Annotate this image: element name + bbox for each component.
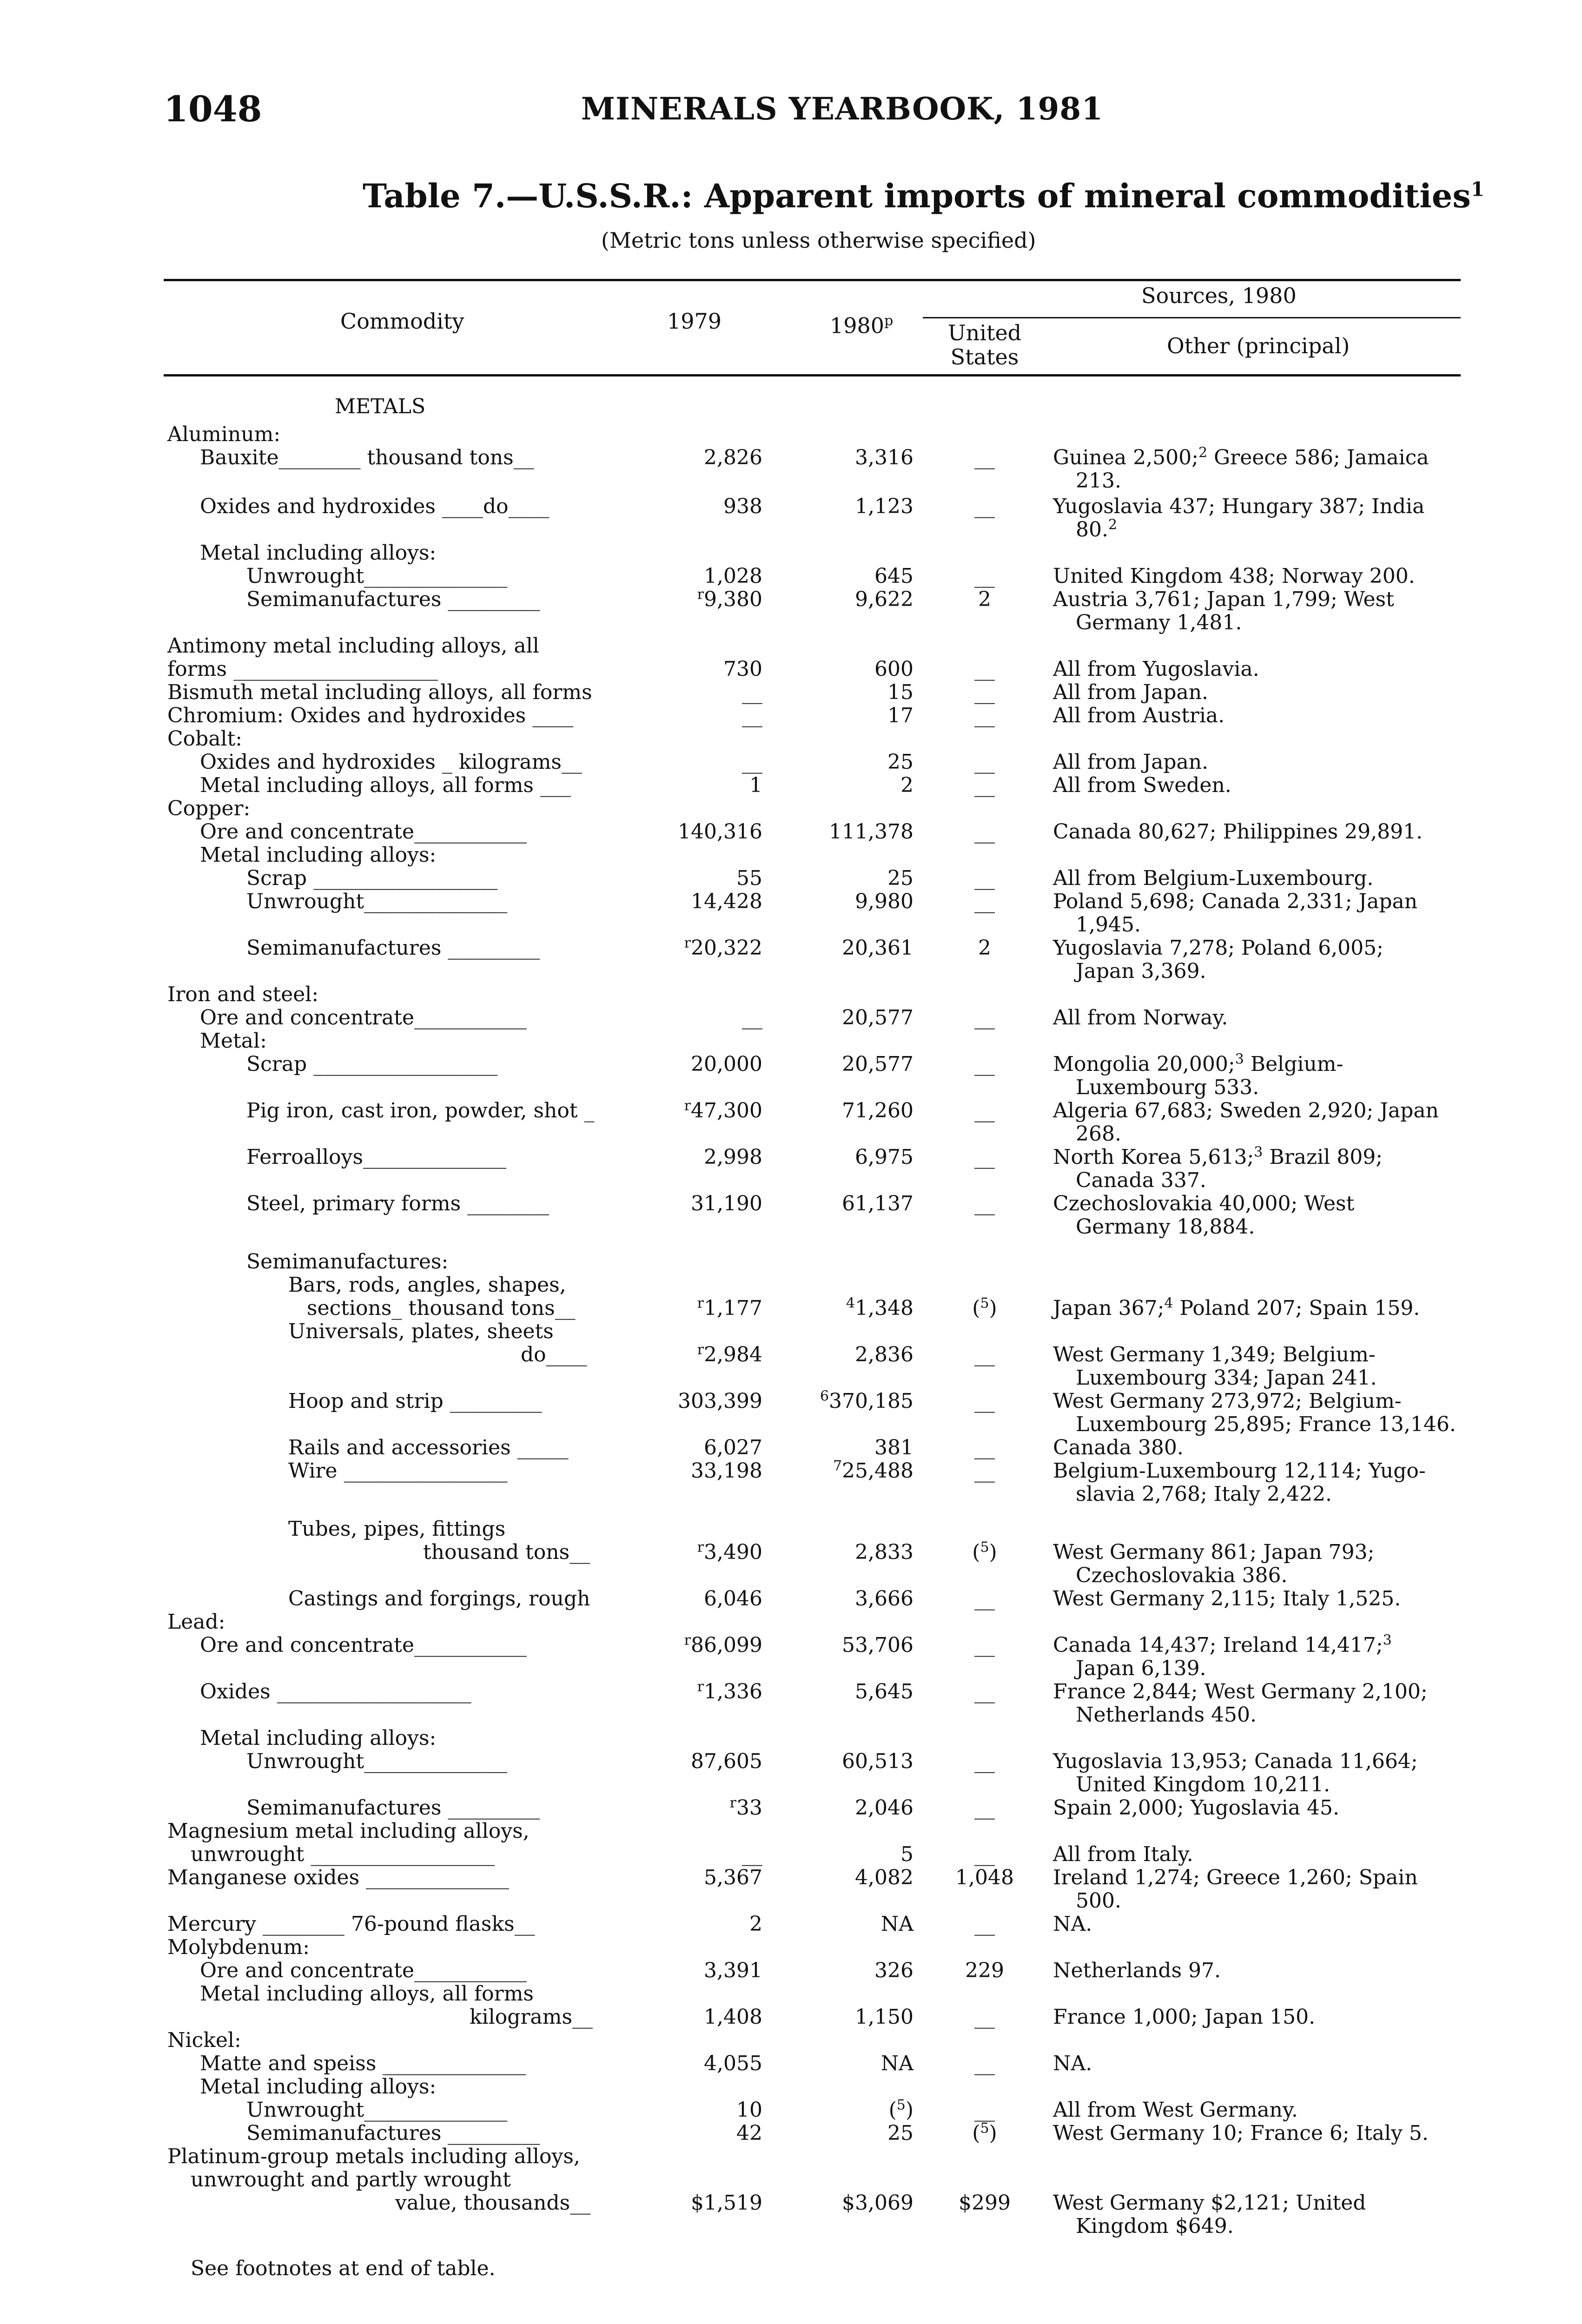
cell-1980: 17 [887, 704, 913, 727]
cell-1979: 1 [749, 773, 762, 797]
cell-1979: 87,605 [691, 1750, 762, 1773]
row-label: do____ [521, 1343, 587, 1367]
cell-united-states: __ [974, 1192, 995, 1215]
row-label: unwrought __________________ [191, 1842, 495, 1866]
cell-other: All from Norway. [1053, 1006, 1228, 1030]
footnote-ref: 5 [980, 1295, 989, 1312]
cell-1980: 9,980 [855, 890, 913, 913]
cell-other: France 2,844; West Germany 2,100; [1053, 1680, 1428, 1703]
cell-other: Yugoslavia 7,278; Poland 6,005; [1053, 936, 1383, 960]
cell-other: All from Yugoslavia. [1053, 657, 1259, 681]
row-label: Manganese oxides ______________ [167, 1866, 510, 1889]
footnote-ref: r [684, 1632, 691, 1649]
cell-other: Poland 5,698; Canada 2,331; Japan [1053, 890, 1418, 913]
cell-other-continued: Luxembourg 533. [1076, 1076, 1259, 1099]
cell-1980: 71,260 [842, 1099, 913, 1122]
row-label: Metal including alloys, all forms [200, 1982, 534, 2006]
cell-1979: $^r$33 [729, 1795, 762, 1820]
cell-united-states: __ [974, 1099, 995, 1122]
footnote-ref: 2 [1108, 516, 1118, 533]
row-label: Ore and concentrate___________ [200, 1633, 527, 1657]
row-label: Magnesium metal including alloys, [167, 1819, 530, 1843]
cell-united-states: __ [974, 1145, 995, 1169]
footnote-ref: 4 [846, 1295, 855, 1312]
cell-other-continued: Kingdom $649. [1076, 2214, 1234, 2238]
cell-other: All from Japan. [1053, 680, 1209, 704]
row-label: kilograms__ [470, 2005, 593, 2029]
row-label: Semimanufactures _________ [246, 936, 540, 960]
footnote-ref: r [697, 1341, 704, 1358]
cell-1980: 3,316 [855, 446, 913, 469]
row-label: Bauxite________ thousand tons__ [200, 446, 534, 469]
row-label: Metal including alloys: [200, 541, 437, 565]
cell-1979: 42 [736, 2121, 762, 2145]
cell-other: West Germany 10; France 6; Italy 5. [1053, 2121, 1429, 2145]
col-header-commodity: Commodity [340, 309, 464, 334]
cell-united-states: 2 [978, 936, 991, 960]
cell-other-continued: Japan 6,139. [1076, 1657, 1206, 1680]
footnote-ref: 4 [1164, 1295, 1173, 1312]
row-label: thousand tons__ [423, 1540, 590, 1564]
cell-1980: 20,577 [842, 1006, 913, 1030]
row-label: Chromium: Oxides and hydroxides ____ [167, 704, 574, 727]
cell-united-states: __ [974, 657, 995, 681]
cell-other: Spain 2,000; Yugoslavia 45. [1053, 1796, 1339, 1820]
footnote-ref: 5 [980, 1539, 989, 1556]
cell-other: Belgium-Luxembourg 12,114; Yugo- [1053, 1459, 1426, 1483]
col-header-1979: 1979 [667, 309, 722, 334]
cell-1979: 10 [736, 2098, 762, 2122]
cell-united-states: __ [974, 1006, 995, 1030]
cell-united-states: __ [974, 1633, 995, 1657]
running-title: MINERALS YEARBOOK, 1981 [581, 91, 1104, 127]
col-header-other: Other (principal) [1167, 333, 1350, 358]
row-label: Semimanufactures: [246, 1250, 449, 1274]
row-label: Ore and concentrate___________ [200, 820, 527, 844]
cell-1979: $1,519 [691, 2191, 762, 2215]
cell-1980: 25 [887, 750, 913, 774]
row-label: Scrap __________________ [246, 1052, 498, 1076]
cell-united-states: __ [974, 495, 995, 518]
footnote-ref: 5 [980, 2120, 989, 2137]
footnote-ref: 3 [1235, 1051, 1244, 1068]
cell-1980: 2,833 [855, 1540, 913, 1564]
cell-1979: 730 [723, 657, 762, 681]
footnote-ref: r [684, 935, 691, 951]
row-label: Bismuth metal including alloys, all forms [167, 680, 592, 704]
cell-united-states: __ [974, 1389, 995, 1413]
cell-united-states: ($^5$) [972, 2120, 997, 2145]
footnote-ref: 2 [1198, 444, 1208, 461]
cell-1980: 2,836 [855, 1343, 913, 1367]
row-label: Antimony metal including alloys, all [167, 634, 539, 658]
cell-united-states: __ [974, 1436, 995, 1459]
cell-1980: 5 [900, 1842, 913, 1866]
cell-other-continued: 500. [1076, 1889, 1121, 1913]
cell-united-states: __ [974, 2098, 995, 2122]
cell-other: Canada 14,437; Ireland 14,417;$^3$ [1053, 1632, 1392, 1657]
cell-1979: 31,190 [691, 1192, 762, 1215]
cell-united-states: $299 [959, 2191, 1011, 2215]
footnote-ref: 3 [1254, 1144, 1263, 1161]
cell-1979: 1,408 [704, 2005, 762, 2029]
cell-1980: 381 [874, 1436, 913, 1459]
col-header-1980-sup: p [884, 313, 894, 329]
footnote-note: See footnotes at end of table. [191, 2257, 496, 2280]
cell-other: Guinea 2,500;$^2$ Greece 586; Jamaica [1053, 444, 1429, 469]
row-label: METALS [335, 395, 426, 418]
cell-1979: __ [742, 750, 762, 774]
row-label: Iron and steel: [167, 983, 319, 1006]
cell-1979: 14,428 [691, 890, 762, 913]
cell-1979: 3,391 [704, 1959, 762, 1982]
page-number: 1048 [164, 88, 262, 130]
cell-other-continued: Germany 1,481. [1076, 611, 1242, 634]
cell-1980: 2 [900, 773, 913, 797]
row-label: Matte and speiss ______________ [200, 2052, 526, 2075]
cell-other-continued: slavia 2,768; Italy 2,422. [1076, 1482, 1332, 1506]
row-label: Metal: [200, 1029, 267, 1053]
cell-1979: 303,399 [678, 1389, 762, 1413]
cell-other: Canada 380. [1053, 1436, 1184, 1459]
cell-united-states: __ [974, 2052, 995, 2075]
cell-1980: 15 [887, 680, 913, 704]
cell-united-states: __ [974, 446, 995, 469]
cell-1980: 20,577 [842, 1052, 913, 1076]
cell-1979: 2 [749, 1912, 762, 1936]
cell-other: All from Japan. [1053, 750, 1209, 774]
cell-other: Japan 367;$^4$ Poland 207; Spain 159. [1053, 1295, 1420, 1320]
cell-united-states: ($^5$) [972, 1295, 997, 1320]
cell-other-continued: 80.$^2$ [1076, 516, 1118, 541]
cell-other: Algeria 67,683; Sweden 2,920; Japan [1053, 1099, 1439, 1122]
cell-united-states: __ [974, 820, 995, 844]
row-label: Metal including alloys, all forms ___ [200, 773, 571, 797]
cell-united-states: __ [974, 2005, 995, 2029]
row-label: Aluminum: [167, 423, 281, 446]
footnote-ref: 7 [833, 1458, 842, 1474]
cell-1980: 25 [887, 866, 913, 890]
cell-united-states: __ [974, 564, 995, 588]
footnote-ref: 6 [820, 1388, 829, 1405]
cell-1979: 4,055 [704, 2052, 762, 2075]
row-label: Oxides and hydroxides _ kilograms__ [200, 750, 582, 774]
cell-1980: NA [880, 2052, 913, 2075]
cell-1979: $^r$9,380 [697, 586, 762, 611]
row-label: Wire ________________ [288, 1459, 508, 1483]
cell-1980: 53,706 [842, 1633, 913, 1657]
cell-1980: 326 [874, 1959, 913, 1982]
cell-other: Netherlands 97. [1053, 1959, 1221, 1982]
cell-other: United Kingdom 438; Norway 200. [1053, 564, 1415, 588]
row-label: Copper: [167, 797, 251, 820]
cell-1979: $^r$20,322 [684, 935, 762, 960]
cell-1980: 111,378 [829, 820, 913, 844]
cell-united-states: 229 [965, 1959, 1004, 1982]
cell-other: Yugoslavia 13,953; Canada 11,664; [1053, 1750, 1418, 1773]
cell-1979: 2,998 [704, 1145, 762, 1169]
row-label: Pig iron, cast iron, powder, shot _ [246, 1099, 595, 1122]
cell-1979: 33,198 [691, 1459, 762, 1483]
cell-1979: 20,000 [691, 1052, 762, 1076]
cell-other: All from West Germany. [1053, 2098, 1298, 2122]
row-label: Lead: [167, 1610, 225, 1634]
row-label: Rails and accessories _____ [288, 1436, 569, 1459]
row-label: Metal including alloys: [200, 843, 437, 867]
row-label: Ore and concentrate___________ [200, 1006, 527, 1030]
cell-united-states: __ [974, 1796, 995, 1820]
cell-united-states: __ [974, 1680, 995, 1703]
table-title-footnote: 1 [1470, 178, 1484, 201]
col-header-sources: Sources, 1980 [1141, 283, 1297, 308]
cell-1980: 4,082 [855, 1866, 913, 1889]
cell-1979: 5,367 [704, 1866, 762, 1889]
row-label: Semimanufactures _________ [246, 588, 540, 611]
row-label: Ferroalloys______________ [246, 1145, 507, 1169]
cell-united-states: ($^5$) [972, 1539, 997, 1564]
cell-other: Ireland 1,274; Greece 1,260; Spain [1053, 1866, 1418, 1889]
cell-other: All from Belgium-Luxembourg. [1053, 866, 1374, 890]
cell-1980: 1,150 [855, 2005, 913, 2029]
footnote-ref: 5 [896, 2097, 906, 2113]
cell-1980: 9,622 [855, 588, 913, 611]
footnote-ref: r [697, 1539, 704, 1556]
cell-1979: __ [742, 680, 762, 704]
row-label: Mercury ________ 76-pound flasks__ [167, 1912, 535, 1936]
row-label: Platinum-group metals including alloys, [167, 2145, 580, 2168]
cell-other: West Germany 861; Japan 793; [1053, 1540, 1375, 1564]
table-title-text: Table 7.—U.S.S.R.: Apparent imports of mineral commodities [363, 177, 1471, 215]
cell-other: Mongolia 20,000;$^3$ Belgium- [1053, 1051, 1344, 1076]
row-label: Scrap __________________ [246, 866, 498, 890]
cell-1979: __ [742, 704, 762, 727]
row-label: Unwrought______________ [246, 564, 508, 588]
row-label: Castings and forgings, rough [288, 1587, 590, 1611]
col-header-united-states: United States [947, 320, 1022, 370]
cell-1979: $^r$86,099 [684, 1632, 762, 1657]
cell-united-states: __ [974, 1343, 995, 1367]
footnote-ref: r [697, 586, 704, 603]
cell-1980: 645 [874, 564, 913, 588]
cell-other: North Korea 5,613;$^3$ Brazil 809; [1053, 1144, 1383, 1169]
cell-1980: 6,975 [855, 1145, 913, 1169]
footnote-ref: r [684, 1097, 691, 1114]
cell-united-states: 2 [978, 588, 991, 611]
row-label: value, thousands__ [395, 2191, 591, 2215]
cell-1980: $^4$1,348 [846, 1295, 913, 1320]
cell-united-states: __ [974, 1052, 995, 1076]
row-label: Metal including alloys: [200, 1726, 437, 1750]
cell-1979: __ [742, 1006, 762, 1030]
row-label: sections_ thousand tons__ [307, 1296, 576, 1320]
cell-1980: 3,666 [855, 1587, 913, 1611]
cell-united-states: __ [974, 866, 995, 890]
cell-other-continued: Canada 337. [1076, 1169, 1206, 1192]
cell-other: All from Italy. [1053, 1842, 1193, 1866]
row-label: Molybdenum: [167, 1935, 310, 1959]
cell-united-states: __ [974, 1750, 995, 1773]
cell-other: Austria 3,761; Japan 1,799; West [1053, 588, 1394, 611]
cell-united-states: __ [974, 750, 995, 774]
cell-other-continued: Luxembourg 25,895; France 13,146. [1076, 1413, 1456, 1436]
cell-other: Czechoslovakia 40,000; West [1053, 1192, 1355, 1215]
cell-1980: ($^5$) [888, 2097, 913, 2122]
cell-other: West Germany 1,349; Belgium- [1053, 1343, 1376, 1367]
row-label: Tubes, pipes, fittings [288, 1517, 506, 1541]
row-label: Universals, plates, sheets [288, 1320, 554, 1343]
cell-united-states: __ [974, 1459, 995, 1483]
row-label: unwrought and partly wrought [191, 2168, 511, 2192]
cell-1979: 55 [736, 866, 762, 890]
row-label: Ore and concentrate___________ [200, 1959, 527, 1982]
cell-other: All from Sweden. [1053, 773, 1231, 797]
row-label: Cobalt: [167, 727, 243, 751]
cell-1980: $3,069 [842, 2191, 913, 2215]
cell-1980: 25 [887, 2121, 913, 2145]
row-label: Semimanufactures _________ [246, 2121, 540, 2145]
cell-other: France 1,000; Japan 150. [1053, 2005, 1316, 2029]
cell-other: West Germany 273,972; Belgium- [1053, 1389, 1402, 1413]
row-label: Unwrought______________ [246, 2098, 508, 2122]
cell-other: West Germany 2,115; Italy 1,525. [1053, 1587, 1401, 1611]
cell-other-continued: Luxembourg 334; Japan 241. [1076, 1366, 1377, 1390]
cell-1980: 1,123 [855, 495, 913, 518]
cell-united-states: __ [974, 704, 995, 727]
row-label: Unwrought______________ [246, 890, 508, 913]
cell-other: West Germany $2,121; United [1053, 2191, 1366, 2215]
cell-united-states: __ [974, 890, 995, 913]
cell-1980: NA [880, 1912, 913, 1936]
cell-1979: $^r$2,984 [697, 1341, 762, 1367]
cell-other-continued: Japan 3,369. [1076, 959, 1206, 983]
cell-other-continued: Netherlands 450. [1076, 1703, 1257, 1727]
cell-1979: 1,028 [704, 564, 762, 588]
cell-other: All from Austria. [1053, 704, 1225, 727]
cell-other-continued: 213. [1076, 469, 1121, 493]
cell-united-states: __ [974, 1587, 995, 1611]
footnote-ref: r [729, 1795, 736, 1811]
cell-1979: __ [742, 1842, 762, 1866]
cell-other-continued: 1,945. [1076, 913, 1141, 937]
cell-1980: 20,361 [842, 936, 913, 960]
footnote-ref: r [697, 1678, 704, 1695]
cell-1979: $^r$47,300 [684, 1097, 762, 1122]
cell-1980: 61,137 [842, 1192, 913, 1215]
cell-united-states: __ [974, 680, 995, 704]
cell-other-continued: 268. [1076, 1122, 1121, 1146]
cell-1979: $^r$3,490 [697, 1539, 762, 1564]
footnote-ref: r [697, 1295, 704, 1312]
cell-united-states: __ [974, 773, 995, 797]
row-label: Oxides and hydroxides ____do____ [200, 495, 549, 518]
cell-1979: 938 [723, 495, 762, 518]
cell-other: NA. [1053, 2052, 1092, 2075]
cell-other: Yugoslavia 437; Hungary 387; India [1053, 495, 1425, 518]
cell-1979: $^r$1,177 [697, 1295, 762, 1320]
row-label: forms ____________________ [167, 657, 438, 681]
cell-1979: 2,826 [704, 446, 762, 469]
cell-1980: $^6$370,185 [820, 1388, 913, 1413]
row-label: Nickel: [167, 2028, 241, 2052]
row-label: Unwrought______________ [246, 1750, 508, 1773]
cell-other: Canada 80,627; Philippines 29,891. [1053, 820, 1423, 844]
row-label: Metal including alloys: [200, 2075, 437, 2099]
table-subtitle: (Metric tons unless otherwise specified) [601, 228, 1036, 253]
cell-1980: $^7$25,488 [833, 1458, 913, 1483]
cell-1980: 5,645 [855, 1680, 913, 1703]
col-header-1980-text: 1980 [830, 313, 885, 338]
row-label: Steel, primary forms ________ [246, 1192, 549, 1215]
cell-1980: 60,513 [842, 1750, 913, 1773]
row-label: Hoop and strip _________ [288, 1389, 542, 1413]
cell-other-continued: United Kingdom 10,211. [1076, 1773, 1330, 1796]
cell-other: NA. [1053, 1912, 1092, 1936]
row-label: Semimanufactures _________ [246, 1796, 540, 1820]
cell-united-states: 1,048 [955, 1866, 1014, 1889]
cell-1979: 140,316 [678, 820, 762, 844]
cell-1979: 6,027 [704, 1436, 762, 1459]
cell-1979: $^r$1,336 [697, 1678, 762, 1703]
cell-other-continued: Germany 18,884. [1076, 1215, 1255, 1239]
cell-1979: 6,046 [704, 1587, 762, 1611]
row-label: Oxides ___________________ [200, 1680, 471, 1703]
row-label: Bars, rods, angles, shapes, [288, 1273, 566, 1297]
cell-1980: 600 [874, 657, 913, 681]
cell-other-continued: Czechoslovakia 386. [1076, 1564, 1288, 1587]
cell-united-states: __ [974, 1912, 995, 1936]
footnote-ref: 3 [1383, 1632, 1392, 1649]
cell-1980: 2,046 [855, 1796, 913, 1820]
cell-united-states: __ [974, 1842, 995, 1866]
